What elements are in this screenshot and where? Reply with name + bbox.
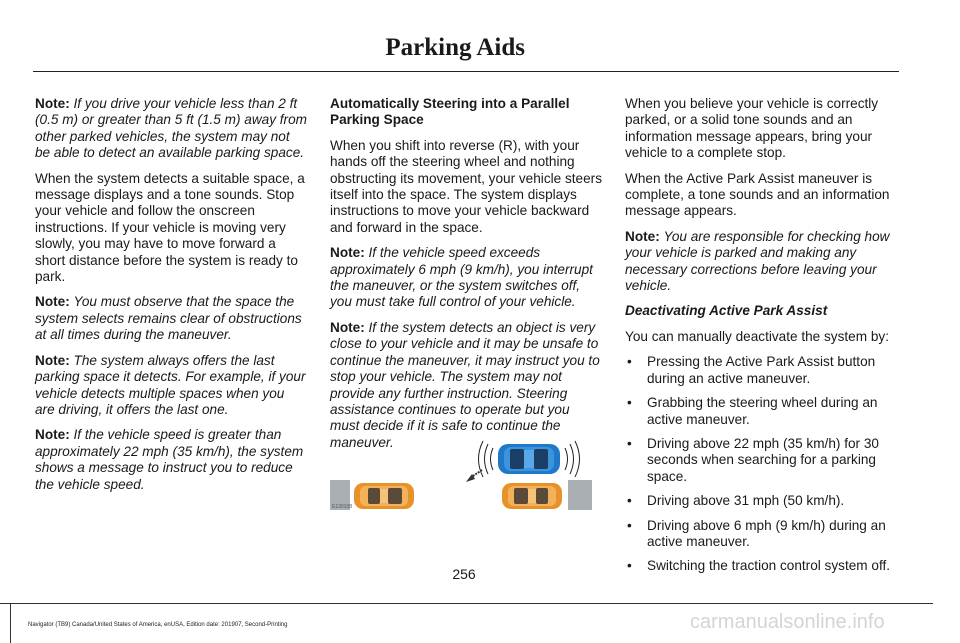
body-paragraph: When you believe your vehicle is correctly parked, or a solid tone sounds and an information message appears, bring your vehicle to a complete stop. xyxy=(625,96,879,161)
bullet-icon: • xyxy=(627,354,632,370)
list-item-text: Driving above 6 mph (9 km/h) during an active maneuver. xyxy=(647,517,886,549)
page-title xyxy=(0,34,930,62)
note-label: Note: xyxy=(625,228,660,244)
note-label: Note: xyxy=(35,294,70,310)
bullet-icon: • xyxy=(627,558,632,574)
page-number: 256 xyxy=(452,566,476,582)
note-paragraph xyxy=(330,320,602,451)
note-paragraph xyxy=(330,245,602,311)
note-label: Note: xyxy=(330,245,365,261)
sensor-waves-right xyxy=(565,441,580,477)
column-middle xyxy=(330,96,602,460)
list-item-text: Pressing the Active Park Assist button during an active maneuver. xyxy=(647,354,876,386)
reverse-arrow-icon xyxy=(466,470,482,482)
watermark: carmanualsonline.info xyxy=(690,611,885,633)
own-vehicle xyxy=(498,444,560,474)
bullet-icon: • xyxy=(627,395,632,411)
section-heading: Deactivating Active Park Assist xyxy=(625,303,828,319)
list-item xyxy=(625,395,897,428)
section-heading: Automatically Steering into a Parallel Parking Space xyxy=(330,96,570,128)
note-paragraph xyxy=(35,96,307,162)
note-text: You are responsible for checking how your vehicle is parked and making any necessary corrections before leaving your vehicle. xyxy=(625,228,890,294)
note-text: The system always offers the last parking space it detects. For example, if your vehicle detects multiple spaces when you are driving, it offers the last one. xyxy=(35,352,306,417)
note-text: You must observe that the space the system selects remains clear of obstructions at all times during the maneuver. xyxy=(35,294,302,343)
footer-margin-line xyxy=(10,603,11,643)
list-item-text: Driving above 22 mph (35 km/h) for 30 seconds when searching for a parking space. xyxy=(647,435,879,484)
list-item xyxy=(625,518,897,551)
note-text: If the vehicle speed exceeds approximately 6 mph (9 km/h), you interrupt the maneuver, or the system switches off, you must take full control of your vehicle. xyxy=(330,245,593,310)
edition-info: Navigator (TB9) Canada/United States of America, enUSA, Edition date: 201907, Second-Printing xyxy=(28,622,288,628)
bullet-icon: • xyxy=(627,493,632,509)
bullet-icon: • xyxy=(627,435,632,451)
column-right xyxy=(625,96,897,583)
deactivation-list xyxy=(625,354,897,574)
list-item xyxy=(625,354,897,387)
column-left xyxy=(35,96,307,502)
note-label: Note: xyxy=(35,427,70,443)
parking-illustration xyxy=(330,436,592,514)
list-item-text: Switching the traction control system off. xyxy=(647,558,891,574)
note-label: Note: xyxy=(35,352,70,368)
note-text: If you drive your vehicle less than 2 ft (0.5 m) or greater than 5 ft (1.5 m) away from other parked vehicles, the system may not be able to detect an available parking space. xyxy=(35,96,307,161)
note-text: If the vehicle speed is greater than approximately 22 mph (35 km/h), the system shows a message to instruct you to reduce the vehicle speed. xyxy=(35,427,304,492)
list-item-text: Grabbing the steering wheel during an active maneuver. xyxy=(647,395,878,427)
page-title-text: Parking Aids xyxy=(385,34,525,61)
body-paragraph: When the Active Park Assist maneuver is complete, a tone sounds and an information message appears. xyxy=(625,170,890,219)
note-label: Note: xyxy=(35,96,70,111)
parked-car-front xyxy=(354,483,414,509)
figure-id: E130108 xyxy=(332,504,353,510)
note-paragraph xyxy=(35,353,307,419)
parked-car-rear xyxy=(502,483,562,509)
note-paragraph xyxy=(625,229,897,295)
note-text: If the system detects an object is very close to your vehicle and it may be unsafe to continue the maneuver, it may instruct you to stop your vehicle. The system may not provide any further instruction. Steering assistance continues to operate but you must decide if it is safe to continue the maneuver. xyxy=(330,319,600,450)
footer-divider xyxy=(0,603,933,604)
list-item-text: Driving above 31 mph (50 km/h). xyxy=(647,493,845,509)
list-item xyxy=(625,436,897,485)
body-paragraph: You can manually deactivate the system by: xyxy=(625,328,889,344)
note-paragraph xyxy=(35,427,307,493)
bullet-icon: • xyxy=(627,517,632,533)
note-paragraph xyxy=(35,294,307,343)
body-paragraph: When you shift into reverse (R), with your hands off the steering wheel and nothing obstructing its movement, your vehicle steers itself into the space. The system displays instructions to move your vehicle backward and forward in the space. xyxy=(330,137,602,235)
note-label: Note: xyxy=(330,319,365,335)
parking-diagram xyxy=(330,436,592,514)
header-divider xyxy=(33,71,899,72)
body-paragraph: When the system detects a suitable space, a message displays and a tone sounds. Stop your vehicle and follow the onscreen instructions. If your vehicle is moving very slowly, you may have to move forward a short distance before the system is ready to park. xyxy=(35,170,305,285)
list-item xyxy=(625,493,897,509)
curb-right xyxy=(568,480,592,510)
